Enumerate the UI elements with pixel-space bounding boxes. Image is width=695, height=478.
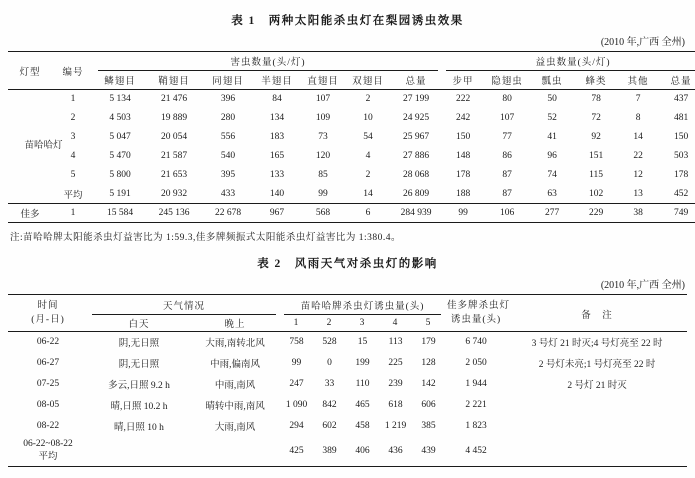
table-cell: 22 bbox=[633, 151, 643, 161]
column-header: 总量 bbox=[405, 76, 427, 87]
table-row bbox=[8, 204, 695, 223]
column-header: 1 bbox=[293, 318, 300, 328]
table-cell: 602 bbox=[322, 421, 337, 431]
lamp-type-cell bbox=[8, 90, 63, 204]
lamp-type-cell: 佳多 bbox=[8, 204, 52, 223]
table-row bbox=[8, 374, 687, 395]
table-cell: 99 bbox=[318, 188, 328, 199]
table-cell: 15 584 bbox=[94, 204, 146, 223]
table-cell: 25 967 bbox=[402, 132, 430, 142]
table-cell: 3 bbox=[70, 132, 76, 142]
table-cell: 465 bbox=[355, 400, 370, 410]
column-header: 5 bbox=[425, 318, 432, 328]
table-cell: 277 bbox=[530, 204, 574, 223]
table-row-average bbox=[8, 437, 687, 467]
table-cell: 133 bbox=[269, 170, 285, 180]
weather-night-cell bbox=[190, 437, 280, 467]
table-cell: 178 bbox=[455, 170, 471, 180]
table-cell: 1 823 bbox=[465, 421, 487, 431]
table-cell: 433 bbox=[220, 188, 236, 199]
table-cell: 540 bbox=[220, 151, 236, 161]
table-cell: 38 bbox=[618, 204, 658, 223]
table-cell: 178 bbox=[673, 170, 689, 180]
table-cell: 平均 bbox=[63, 190, 83, 201]
remark-cell bbox=[507, 416, 687, 437]
table-cell: 239 bbox=[388, 379, 403, 389]
table1-title: 表 1 两种太阳能杀虫灯在梨园诱虫效果 bbox=[231, 15, 464, 27]
table-cell: 5 134 bbox=[94, 90, 146, 109]
table-cell: 618 bbox=[388, 400, 403, 410]
table-cell: 425 bbox=[289, 446, 304, 457]
table-row bbox=[8, 90, 695, 109]
table-cell: 12 bbox=[633, 170, 643, 180]
weather-night-cell: 中雨,南风 bbox=[214, 381, 256, 391]
table-cell: 842 bbox=[322, 400, 337, 410]
table-row bbox=[8, 147, 695, 166]
table-cell: 5 047 bbox=[109, 132, 131, 142]
table-row bbox=[8, 395, 687, 416]
weather-day-cell: 晴,日照 10.2 h bbox=[110, 402, 168, 412]
column-header: 2 bbox=[326, 318, 333, 328]
table-cell: 7 bbox=[618, 90, 658, 109]
table1-footnote: 注:苗哈哈牌太阳能杀虫灯益害比为 1:59.3,佳多牌频振式太阳能杀虫灯益害比为 1:380.4。 bbox=[10, 233, 402, 243]
table-cell: 20 932 bbox=[160, 188, 188, 199]
date-cell bbox=[8, 437, 88, 467]
lamp-type-label: 苗哈哈灯 bbox=[24, 141, 63, 152]
table-cell: 481 bbox=[673, 113, 689, 123]
date-range: 06-22~08-22 bbox=[23, 438, 73, 449]
table-cell: 63 bbox=[547, 188, 557, 199]
header-line: 诱虫量(头) bbox=[450, 315, 502, 325]
table-cell: 395 bbox=[220, 170, 236, 180]
table-cell: 606 bbox=[421, 400, 436, 410]
column-header bbox=[445, 295, 511, 332]
table-cell: 5 bbox=[70, 170, 76, 180]
table-cell: 120 bbox=[315, 151, 331, 161]
table-row bbox=[8, 109, 695, 128]
table-cell: 106 bbox=[484, 204, 530, 223]
table-cell: 87 bbox=[502, 188, 512, 199]
date-cell: 06-27 bbox=[36, 358, 60, 368]
column-header: 编号 bbox=[62, 67, 84, 78]
column-header: 其他 bbox=[627, 76, 649, 87]
table-cell: 439 bbox=[421, 446, 436, 457]
table-cell: 225 bbox=[388, 358, 403, 368]
table-cell: 8 bbox=[635, 113, 641, 123]
table-cell: 14 bbox=[633, 132, 643, 142]
pest-beneficial-table bbox=[8, 51, 695, 223]
table-cell: 2 bbox=[346, 90, 390, 109]
column-group-header bbox=[280, 295, 445, 316]
table-cell: 107 bbox=[300, 90, 346, 109]
weather-day-cell bbox=[88, 437, 190, 467]
table-cell: 6 bbox=[346, 204, 390, 223]
table-cell: 229 bbox=[574, 204, 618, 223]
column-header: 直翅目 bbox=[307, 76, 339, 87]
table-cell: 107 bbox=[499, 113, 515, 123]
table-cell: 14 bbox=[363, 188, 373, 199]
table-cell: 96 bbox=[547, 151, 557, 161]
date-cell: 07-25 bbox=[36, 379, 60, 389]
column-header: 鳞翅目 bbox=[104, 76, 136, 87]
table-cell: 528 bbox=[313, 332, 346, 353]
remark-cell: 2 号灯未亮;1 号灯亮至 22 时 bbox=[538, 360, 656, 370]
table-cell: 568 bbox=[300, 204, 346, 223]
table1-region-note: (2010 年,广西 全州) bbox=[600, 37, 685, 48]
column-group-header bbox=[88, 295, 280, 316]
table-cell: 74 bbox=[547, 170, 557, 180]
table-cell: 242 bbox=[455, 113, 471, 123]
weather-night-cell: 晴转中雨,南风 bbox=[205, 402, 265, 412]
column-header: 隐翅虫 bbox=[491, 76, 523, 87]
table-cell: 80 bbox=[484, 90, 530, 109]
table2-region-note: (2010 年,广西 全州) bbox=[600, 280, 685, 291]
table-cell: 134 bbox=[269, 113, 285, 123]
column-header: 瓢虫 bbox=[541, 76, 563, 87]
column-header: 总量 bbox=[670, 76, 692, 87]
table-cell: 406 bbox=[355, 446, 370, 457]
table-cell: 21 587 bbox=[160, 151, 188, 161]
table-cell: 41 bbox=[547, 132, 557, 142]
weather-day-cell: 晴,日照 10 h bbox=[114, 423, 164, 433]
table-cell: 1 090 bbox=[285, 400, 308, 410]
table-cell: 110 bbox=[355, 379, 370, 389]
table-cell: 452 bbox=[673, 188, 689, 199]
table-cell: 222 bbox=[442, 90, 484, 109]
table2-title: 表 2 风雨天气对杀虫灯的影响 bbox=[257, 258, 438, 270]
table-cell: 99 bbox=[442, 204, 484, 223]
table-cell: 85 bbox=[318, 170, 328, 180]
header-line: 时间 bbox=[37, 301, 59, 312]
remark-cell: 2 号灯 21 时灭 bbox=[567, 381, 627, 391]
table-cell: 458 bbox=[355, 421, 370, 431]
table-cell: 27 886 bbox=[402, 151, 430, 161]
table-cell: 21 653 bbox=[160, 170, 188, 180]
weather-day-cell: 多云,日照 9.2 h bbox=[108, 381, 170, 391]
table-cell: 247 bbox=[289, 379, 304, 389]
table-cell: 2 221 bbox=[465, 400, 487, 410]
table-cell: 749 bbox=[658, 204, 695, 223]
weather-day-cell: 阴,无日照 bbox=[88, 332, 190, 353]
table-cell: 4 503 bbox=[109, 113, 131, 123]
table-cell: 4 bbox=[365, 151, 371, 161]
table-cell: 15 bbox=[346, 332, 379, 353]
table-cell: 22 678 bbox=[202, 204, 254, 223]
table-cell: 280 bbox=[220, 113, 236, 123]
table-cell: 10 bbox=[363, 113, 373, 123]
table-row bbox=[8, 166, 695, 185]
table-cell: 33 bbox=[324, 379, 335, 389]
table-row bbox=[8, 128, 695, 147]
table-cell: 5 191 bbox=[109, 188, 131, 199]
table-cell: 24 925 bbox=[402, 113, 430, 123]
table-cell: 245 136 bbox=[146, 204, 202, 223]
table-cell: 5 800 bbox=[109, 170, 131, 180]
column-header: 灯型 bbox=[19, 67, 41, 78]
column-header: 同翅目 bbox=[212, 76, 244, 87]
table-cell: 1 944 bbox=[465, 379, 487, 389]
table-cell: 188 bbox=[455, 188, 471, 199]
table-cell: 50 bbox=[530, 90, 574, 109]
date-cell: 08-05 bbox=[36, 400, 60, 410]
column-header: 4 bbox=[392, 318, 399, 328]
group-header-label: 天气情况 bbox=[92, 298, 276, 315]
table-subheader-row bbox=[8, 71, 695, 90]
column-header: 备 注 bbox=[581, 311, 613, 321]
table-cell: 128 bbox=[421, 358, 436, 368]
column-header: 鞘翅目 bbox=[158, 76, 190, 87]
table-cell: 284 939 bbox=[390, 204, 442, 223]
header-line: 佳多牌杀虫灯 bbox=[447, 301, 511, 312]
table-cell: 5 470 bbox=[109, 151, 131, 161]
table-row bbox=[8, 353, 687, 374]
table-cell: 13 bbox=[633, 188, 643, 199]
header-line: (月-日) bbox=[31, 315, 65, 325]
table-cell: 115 bbox=[589, 170, 604, 180]
table-cell: 77 bbox=[502, 132, 512, 142]
table-cell: 28 068 bbox=[402, 170, 430, 180]
column-header: 3 bbox=[359, 318, 366, 328]
table-cell: 86 bbox=[502, 151, 512, 161]
remark-cell bbox=[507, 437, 687, 467]
table-cell: 556 bbox=[220, 132, 236, 142]
table-cell: 1 219 bbox=[384, 421, 407, 431]
average-label: 平均 bbox=[38, 452, 58, 463]
column-group-header bbox=[442, 52, 695, 71]
remark-cell: 3 号灯 21 时灭;4 号灯亮至 22 时 bbox=[507, 332, 687, 353]
table-cell: 1 bbox=[52, 204, 94, 223]
table-cell: 437 bbox=[658, 90, 695, 109]
table-cell: 92 bbox=[591, 132, 601, 142]
table-cell: 6 740 bbox=[445, 332, 507, 353]
remark-cell bbox=[507, 395, 687, 416]
table-cell: 26 809 bbox=[402, 188, 430, 199]
table-cell: 73 bbox=[318, 132, 328, 142]
table-cell: 396 bbox=[202, 90, 254, 109]
table-row bbox=[8, 332, 687, 353]
table-cell: 294 bbox=[289, 421, 304, 431]
column-header: 步甲 bbox=[452, 76, 474, 87]
table-cell: 1 bbox=[52, 90, 94, 109]
table-cell: 758 bbox=[280, 332, 313, 353]
column-header: 半翅目 bbox=[261, 76, 293, 87]
table-cell: 183 bbox=[269, 132, 285, 142]
table-cell: 27 199 bbox=[390, 90, 442, 109]
table-cell: 87 bbox=[502, 170, 512, 180]
table-cell: 102 bbox=[588, 188, 604, 199]
table-cell: 20 054 bbox=[160, 132, 188, 142]
table-cell: 151 bbox=[588, 151, 604, 161]
table-cell: 967 bbox=[254, 204, 300, 223]
weather-effect-table bbox=[8, 294, 687, 467]
table-cell: 150 bbox=[673, 132, 689, 142]
column-header: 蜂类 bbox=[585, 76, 607, 87]
table-cell: 2 050 bbox=[465, 358, 487, 368]
table-cell: 150 bbox=[455, 132, 471, 142]
weather-night-cell: 大雨,南风 bbox=[214, 423, 256, 433]
table-cell: 179 bbox=[412, 332, 445, 353]
table-cell: 4 452 bbox=[465, 446, 487, 457]
table-cell: 2 bbox=[365, 170, 371, 180]
weather-night-cell: 大雨,南转北风 bbox=[190, 332, 280, 353]
column-header: 双翅目 bbox=[352, 76, 384, 87]
column-header: 晚上 bbox=[224, 320, 246, 330]
table-header-row bbox=[8, 52, 695, 71]
table-cell: 140 bbox=[269, 188, 285, 199]
table-cell: 0 bbox=[327, 358, 332, 368]
table-cell: 52 bbox=[547, 113, 557, 123]
column-group-header bbox=[94, 52, 442, 71]
table-cell: 72 bbox=[591, 113, 601, 123]
table-cell: 4 bbox=[70, 151, 76, 161]
group-header-label: 害虫数量(头/灯) bbox=[98, 54, 438, 71]
table-row-average bbox=[8, 185, 695, 204]
table-cell: 503 bbox=[673, 151, 689, 161]
date-cell: 08-22 bbox=[36, 421, 60, 431]
table-cell: 99 bbox=[291, 358, 302, 368]
column-header: 白天 bbox=[128, 320, 150, 330]
table-header-row bbox=[8, 295, 687, 316]
table-cell: 436 bbox=[388, 446, 403, 457]
table-cell: 78 bbox=[574, 90, 618, 109]
group-header-label: 益虫数量(头/灯) bbox=[446, 54, 695, 71]
group-header-label: 苗哈哈牌杀虫灯诱虫量(头) bbox=[284, 298, 441, 315]
table-cell: 148 bbox=[455, 151, 471, 161]
table-cell: 21 476 bbox=[146, 90, 202, 109]
column-header bbox=[8, 295, 88, 332]
table-cell: 113 bbox=[379, 332, 412, 353]
table-cell: 19 889 bbox=[160, 113, 188, 123]
table-cell: 54 bbox=[363, 132, 373, 142]
table-cell: 2 bbox=[70, 113, 76, 123]
table-cell: 165 bbox=[269, 151, 285, 161]
table-row bbox=[8, 416, 687, 437]
table-cell: 389 bbox=[322, 446, 337, 457]
table-cell: 84 bbox=[254, 90, 300, 109]
weather-day-cell: 阴,无日照 bbox=[118, 360, 160, 370]
table-cell: 142 bbox=[421, 379, 436, 389]
weather-night-cell: 中雨,偏南风 bbox=[210, 360, 260, 370]
table-cell: 385 bbox=[421, 421, 436, 431]
table-cell: 199 bbox=[355, 358, 370, 368]
table-cell: 109 bbox=[315, 113, 331, 123]
date-cell: 06-22 bbox=[8, 332, 88, 353]
